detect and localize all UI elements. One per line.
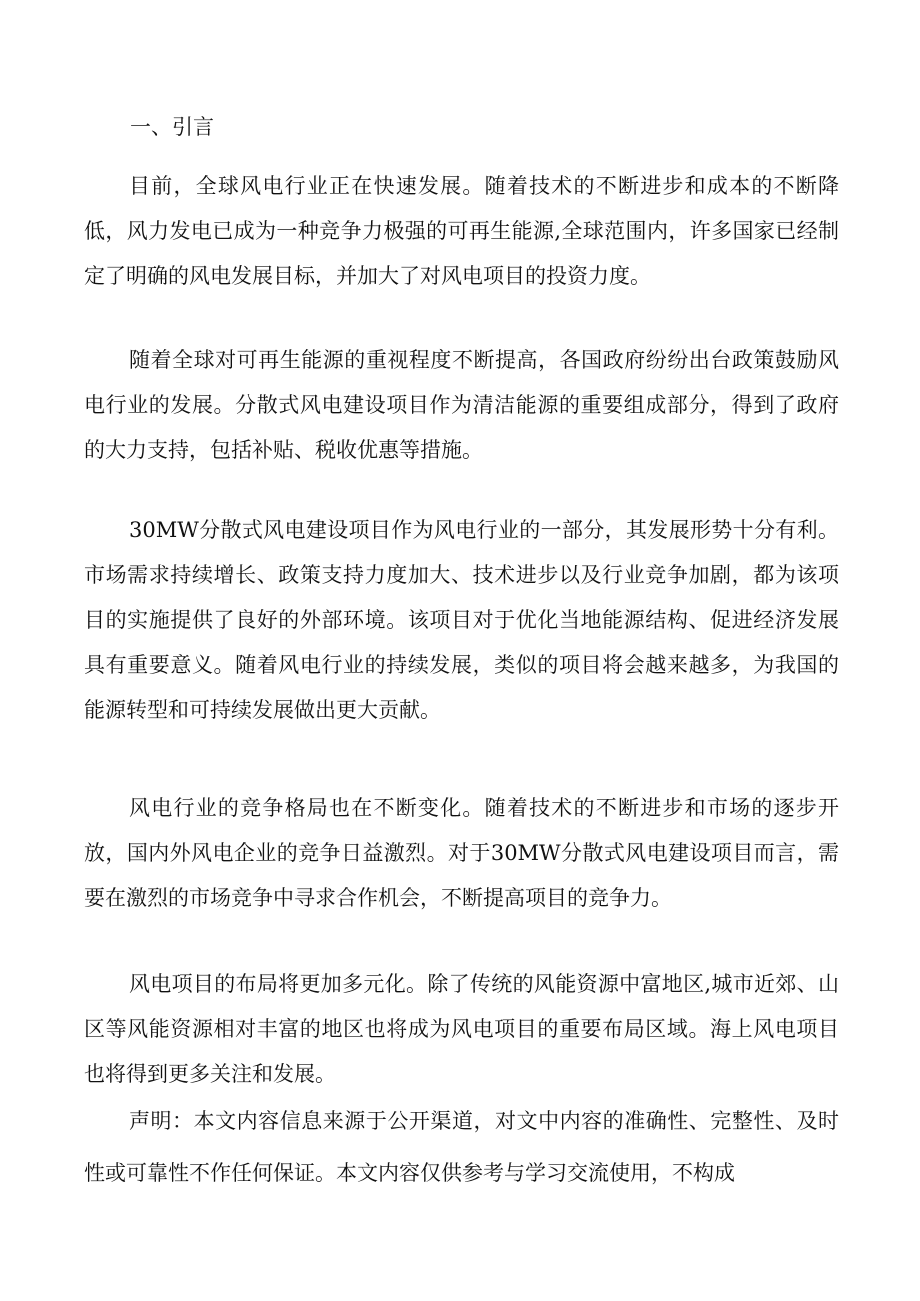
paragraph-project-outlook: 30MW分散式风电建设项目作为风电行业的一部分，其发展形势十分有利。市场需求持续增长、政策支持力度加大、技术进步以及行业竞争加剧，都为该项目的实施提供了良好的外部环境。该项目对于优化当地能源结构、促进经济发展具有重要意义。随着风电行业的持续发展，类似的项目将会越来越多，为我国的能源转型和可持续发展做出更大贡献。 — [84, 518, 839, 722]
paragraph-layout-diversification: 风电项目的布局将更加多元化。除了传统的风能资源中富地区,城市近郊、山区等风能资源相对丰富的地区也将成为风电项目的重要布局区域。海上风电项目也将得到更多关注和发展。 — [84, 972, 839, 1086]
paragraph-market-overview: 目前，全球风电行业正在快速发展。随着技术的不断进步和成本的不断降低，风力发电已成为一种竞争力极强的可再生能源,全球范围内，许多国家已经制定了明确的风电发展目标，并加大了对风电项目的投资力度。 — [84, 174, 839, 288]
paragraph-disclaimer: 声明：本文内容信息来源于公开渠道，对文中内容的准确性、完整性、及时性或可靠性不作任何保证。本文内容仅供参考与学习交流使用，不构成 — [84, 1109, 839, 1185]
section-heading: 一、引言 — [130, 115, 214, 139]
paragraph-policy-support: 随着全球对可再生能源的重视程度不断提高，各国政府纷纷出台政策鼓励风电行业的发展。分散式风电建设项目作为清洁能源的重要组成部分，得到了政府的大力支持，包括补贴、税收优惠等措施。 — [84, 348, 839, 462]
paragraph-competition: 风电行业的竞争格局也在不断变化。随着技术的不断进步和市场的逐步开放，国内外风电企业的竞争日益激烈。对于30MW分散式风电建设项目而言，需要在激烈的市场竞争中寻求合作机会，不断提高项目的竞争力。 — [84, 796, 839, 910]
